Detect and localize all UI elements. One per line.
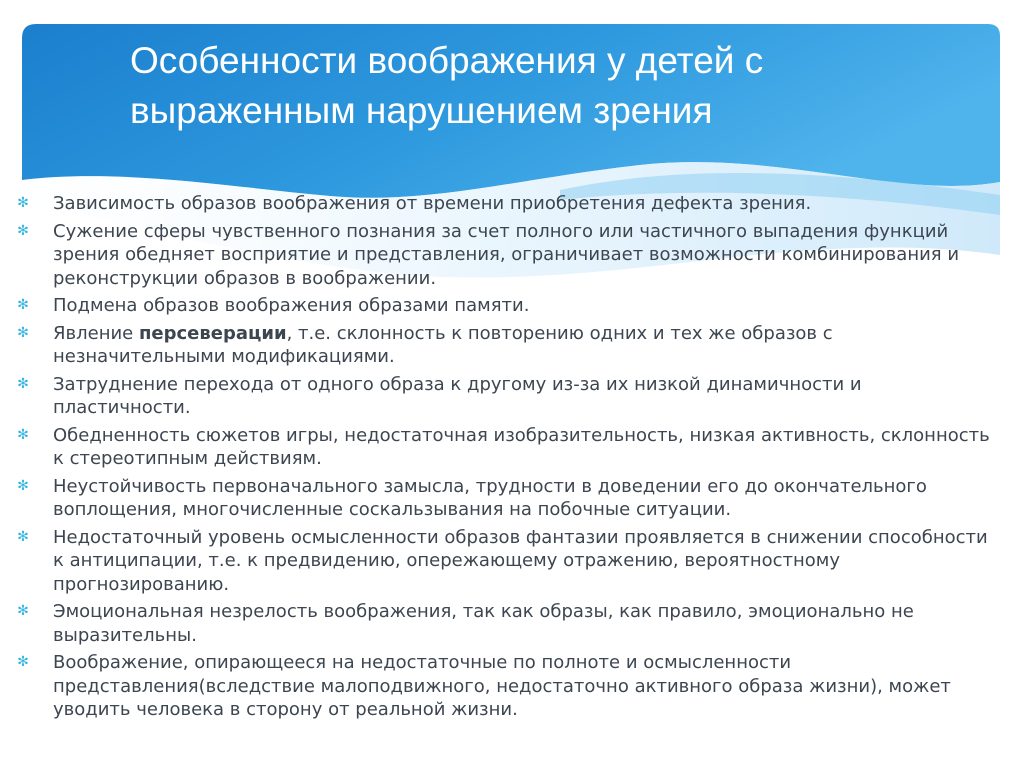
bullet-text: Обедненность сюжетов игры, недостаточная изобразительность, низкая активность, склонность к стереотипным действиям.	[53, 424, 990, 469]
bullet-text-before: Явление	[53, 322, 139, 344]
bullet-text: Неустойчивость первоначального замысла, трудности в доведении его до окончательного воплощения, многочисленные соскальзывания на побочные ситуации.	[53, 475, 927, 520]
bullet-item	[16, 526, 1001, 597]
bullet-item	[16, 373, 1001, 420]
bullet-item	[16, 294, 1001, 318]
bullet-item	[16, 192, 1001, 216]
bullet-text: Зависимость образов воображения от времени приобретения дефекта зрения.	[53, 193, 812, 214]
bullet-item	[16, 220, 1001, 291]
asterisk-bullet-icon: ✻	[17, 654, 29, 670]
bullet-text-after: , т.е. склонность к повторению одних и тех же образов с незначительными модификациями.	[53, 322, 833, 367]
asterisk-bullet-icon: ✻	[17, 297, 29, 313]
bullet-text: Недостаточный уровень осмысленности образов фантазии проявляется в снижении способности к антиципации, т.е. к предвидению, опережающему отражению, вероятностному прогнозированию.	[53, 526, 988, 595]
bullet-text: Воображение, опирающееся на недостаточные по полноте и осмысленности представления(вследствие малоподвижного, недостаточно активного образа жизни), может уводить человека в сторону от реальной жизни.	[53, 652, 951, 720]
bullet-text: Затруднение перехода от одного образа к другому из-за их низкой динамичности и пластичности.	[53, 373, 862, 418]
bullet-text: Подмена образов воображения образами памяти.	[53, 295, 530, 316]
asterisk-bullet-icon: ✻	[17, 222, 29, 239]
bullet-term: персеверации	[138, 322, 287, 344]
asterisk-bullet-icon: ✻	[17, 375, 29, 392]
bullet-text: Сужение сферы чувственного познания за счет полного или частичного выпадения функций зрения обедняет восприятие и представления, ограничивает возможности комбинирования и реконструкции образов в воображении.	[53, 220, 960, 289]
bullet-item	[16, 651, 1001, 722]
slide-title: Особенности воображения у детей с выраженным нарушением зрения	[130, 40, 764, 131]
asterisk-bullet-icon: ✻	[17, 324, 29, 341]
asterisk-bullet-icon: ✻	[17, 426, 29, 443]
asterisk-bullet-icon: ✻	[17, 603, 29, 619]
bullet-text: Эмоциональная незрелость воображения, так как образы, как правило, эмоционально не выразительны.	[53, 601, 914, 646]
bullet-list	[16, 192, 1001, 726]
bullet-item	[16, 424, 1001, 471]
asterisk-bullet-icon: ✻	[17, 528, 29, 545]
bullet-item	[16, 475, 1001, 522]
bullet-item	[16, 322, 1001, 369]
asterisk-bullet-icon: ✻	[17, 477, 29, 494]
asterisk-bullet-icon: ✻	[17, 195, 29, 211]
bullet-item	[16, 600, 1001, 647]
